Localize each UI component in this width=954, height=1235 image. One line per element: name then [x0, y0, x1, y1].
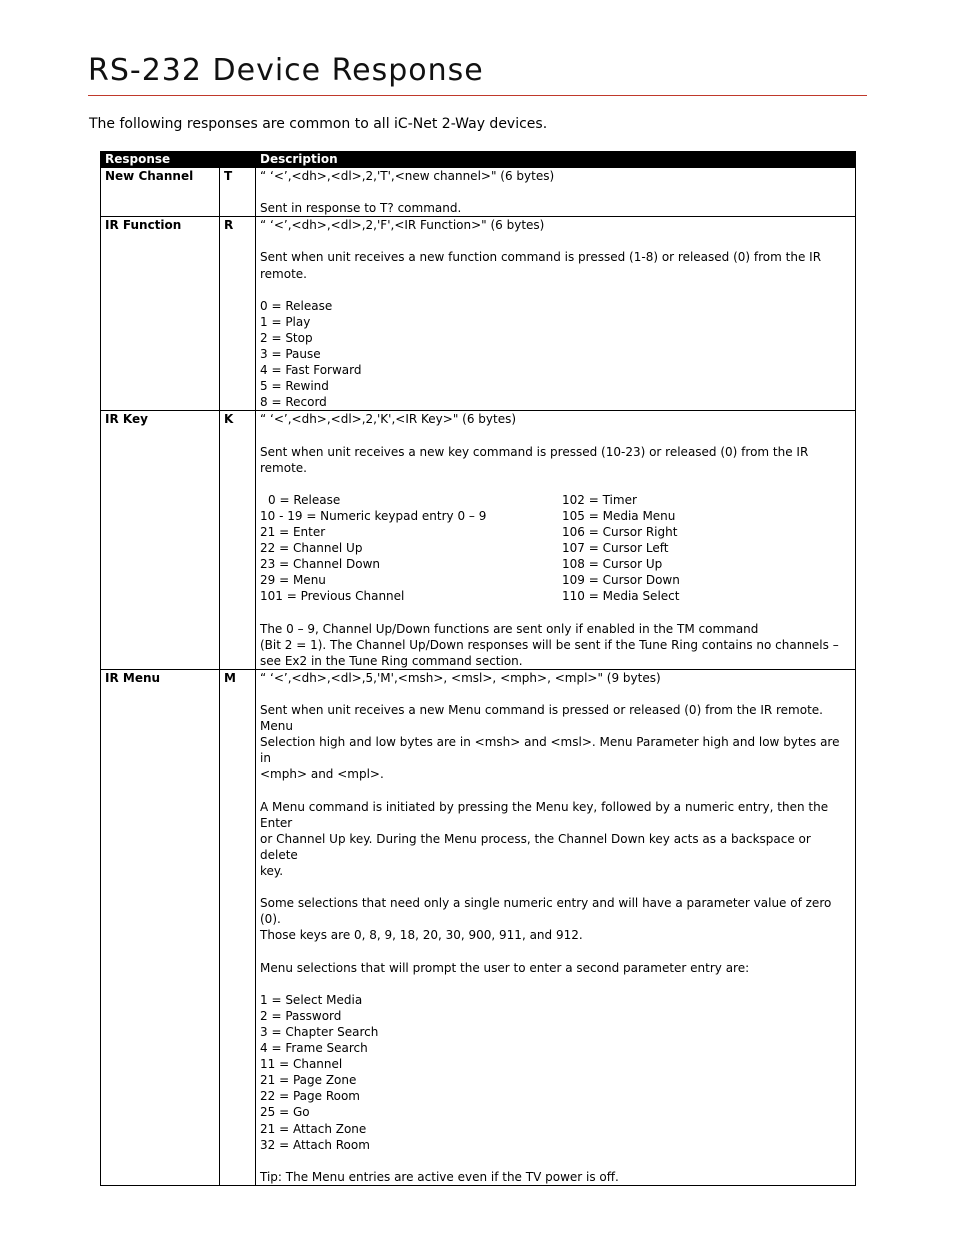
list-item: 107 = Cursor Left — [562, 541, 669, 556]
list-item: 25 = Go — [260, 1105, 310, 1120]
table-row-new-channel — [101, 168, 856, 217]
key-code-column-left — [260, 492, 562, 605]
list-item: 2 = Stop — [260, 330, 313, 345]
response-format: “ ‘<’,<dh>,<dl>,2,'K',<IR Key>" (6 bytes) — [260, 412, 517, 427]
list-item: 23 = Channel Down — [260, 557, 381, 572]
response-code: R — [220, 217, 256, 411]
tip-text: Tip: The Menu entries are active even if the TV power is off. — [260, 1169, 619, 1184]
list-item: 3 = Chapter Search — [260, 1024, 379, 1039]
description-text: Some selections that need only a single numeric entry and will have a parameter value of zero (0). — [260, 896, 832, 927]
description-text: A Menu command is initiated by pressing the Menu key, followed by a numeric entry, then the Enter — [260, 799, 829, 830]
description-text: <mph> and <mpl>. — [260, 767, 384, 782]
description-text: Selection high and low bytes are in <msh> and <msl>. Menu Parameter high and low bytes are in — [260, 735, 840, 766]
response-description — [256, 411, 856, 670]
response-description — [256, 217, 856, 411]
intro-text: The following responses are common to all iC-Net 2-Way devices. — [89, 116, 548, 132]
list-item: 0 = Release — [268, 492, 341, 507]
list-item: 10 - 19 = Numeric keypad entry 0 – 9 — [260, 508, 487, 523]
response-format: “ ‘<’,<dh>,<dl>,2,'T',<new channel>" (6 bytes) — [260, 169, 555, 183]
list-item: 29 = Menu — [260, 573, 326, 588]
description-text: key. — [260, 864, 284, 879]
response-name: New Channel — [101, 168, 220, 217]
list-item: 21 = Attach Zone — [260, 1121, 367, 1136]
note-text: (Bit 2 = 1). The Channel Up/Down responses will be sent if the Tune Ring contains no channels – — [260, 637, 839, 652]
list-item: 21 = Enter — [260, 525, 326, 540]
list-item: 22 = Channel Up — [260, 541, 363, 556]
list-item: 22 = Page Room — [260, 1089, 360, 1104]
list-item: 108 = Cursor Up — [562, 557, 663, 572]
list-item: 4 = Fast Forward — [260, 363, 362, 378]
description-text: Sent when unit receives a new key command is pressed (10-23) or released (0) from the IR remote. — [260, 444, 809, 475]
list-item: 1 = Select Media — [260, 992, 363, 1007]
list-item: 4 = Frame Search — [260, 1041, 368, 1056]
key-code-list — [260, 492, 851, 605]
response-code: T — [220, 168, 256, 217]
description-text: Those keys are 0, 8, 9, 18, 20, 30, 900, 911, and 912. — [260, 928, 583, 943]
table-row-ir-function — [101, 217, 856, 411]
list-item: 106 = Cursor Right — [562, 525, 678, 540]
description-text: Menu selections that will prompt the user to enter a second parameter entry are: — [260, 960, 750, 975]
description-text: Sent when unit receives a new Menu command is pressed or released (0) from the IR remote. Menu — [260, 703, 823, 734]
response-name: IR Key — [101, 411, 220, 670]
description-text: or Channel Up key. During the Menu process, the Channel Down key acts as a backspace or delete — [260, 831, 811, 862]
list-item: 5 = Rewind — [260, 379, 329, 394]
table-row-ir-key — [101, 411, 856, 670]
list-item: 102 = Timer — [562, 492, 637, 507]
response-format: “ ‘<’,<dh>,<dl>,5,'M',<msh>, <msl>, <mph>, <mpl>" (9 bytes) — [260, 670, 661, 685]
list-item: 101 = Previous Channel — [260, 589, 405, 604]
response-code: M — [220, 669, 256, 1185]
list-item: 109 = Cursor Down — [562, 573, 680, 588]
list-item: 32 = Attach Room — [260, 1137, 370, 1152]
note-text: The 0 – 9, Channel Up/Down functions are sent only if enabled in the TM command — [260, 621, 759, 636]
title-divider — [88, 95, 867, 96]
key-code-column-right — [562, 492, 851, 605]
response-description — [256, 168, 856, 217]
response-table — [100, 151, 856, 1186]
response-format: “ ‘<’,<dh>,<dl>,2,'F',<IR Function>" (6 bytes) — [260, 218, 545, 233]
column-header-description: Description — [256, 152, 856, 168]
list-item: 21 = Page Zone — [260, 1073, 357, 1088]
page-title: RS-232 Device Response — [88, 53, 484, 88]
list-item: 110 = Media Select — [562, 589, 680, 604]
description-text: Sent in response to T? command. — [260, 201, 462, 216]
list-item: 2 = Password — [260, 1008, 342, 1023]
list-item: 3 = Pause — [260, 347, 321, 362]
table-header-row — [101, 152, 856, 168]
list-item: 105 = Media Menu — [562, 508, 676, 523]
list-item: 11 = Channel — [260, 1057, 343, 1072]
response-code: K — [220, 411, 256, 670]
column-header-response: Response — [101, 152, 256, 168]
response-name: IR Function — [101, 217, 220, 411]
response-description — [256, 669, 856, 1185]
list-item: 1 = Play — [260, 314, 311, 329]
note-text: see Ex2 in the Tune Ring command section. — [260, 653, 523, 668]
description-text: Sent when unit receives a new function command is pressed (1-8) or released (0) from the IR remote. — [260, 250, 822, 281]
list-item: 0 = Release — [260, 298, 333, 313]
response-name: IR Menu — [101, 669, 220, 1185]
list-item: 8 = Record — [260, 395, 327, 410]
table-row-ir-menu — [101, 669, 856, 1185]
